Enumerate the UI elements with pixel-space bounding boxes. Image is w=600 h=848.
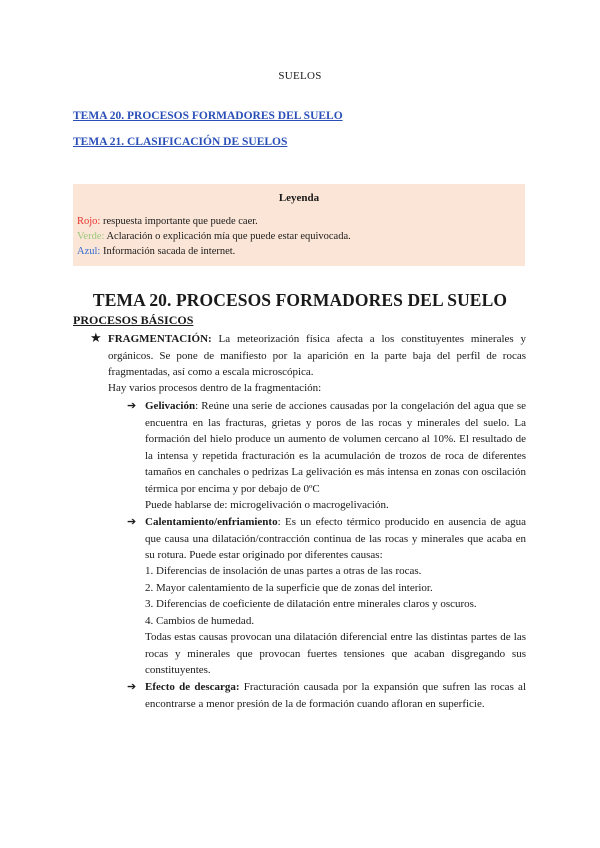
section-heading: TEMA 20. PROCESOS FORMADORES DEL SUELO: [92, 290, 508, 310]
list-item-gelivacion: [127, 398, 526, 497]
gelivacion-extra: Puede hablarse de: microgelivación o macrogelivación.: [145, 499, 389, 511]
legend-row-red: [77, 214, 521, 229]
descarga-label: Efecto de descarga:: [145, 681, 240, 693]
arrow-bullet-icon: ➔: [127, 681, 137, 693]
cause-item-2: 2. Mayor calentamiento de la superficie que de zonas del interior.: [145, 582, 433, 594]
list-item-calentamiento: [127, 514, 526, 564]
legend-row-blue: [77, 244, 521, 259]
gelivacion-text: : Reúne una serie de acciones causadas por la congelación del agua que se encuentra en las fracturas, grietas y poros de las rocas y minerales del suelo. La formación del hielo produce un aumento de volumen cercano al 10%. El resultado de la intensa y repetida fracturación es la acumulación de trozos de roca de diferentes tamaños en canchales o pedrizas La gelivación es más intensa en zonas con oscilación térmica por encima y por debajo de 0ºC: [145, 400, 526, 495]
legend-text-green: Aclaración o explicación mía que puede estar equivocada.: [104, 231, 351, 242]
list-item-fragmentacion: [90, 331, 526, 381]
cause-item-3: 3. Diferencias de coeficiente de dilatación entre minerales claros y oscuros.: [145, 598, 477, 610]
calentamiento-text: : Es un efecto térmico producido en ausencia de agua que causa una dilatación/contracción continua de las rocas y minerales que acaba en su rotura. Puede estar originado por diferentes causas:: [145, 516, 526, 561]
gelivacion-label: Gelivación: [145, 400, 196, 412]
arrow-bullet-icon: ➔: [127, 516, 137, 528]
legend-box: [73, 184, 525, 266]
legend-text-red: respuesta importante que puede caer.: [100, 216, 258, 227]
descarga-text: Fracturación causada por la expansión que sufren las rocas al encontrarse a menor presión de la de formación cuando afloran en superficie.: [145, 681, 526, 710]
legend-key-blue: Azul:: [77, 246, 101, 257]
calentamiento-conclusion: Todas estas causas provocan una dilatación diferencial entre las distintas partes de las rocas y minerales que provocan fuertes tensiones que acaban disgregando sus constituyentes.: [145, 631, 526, 676]
document-title: SUELOS: [278, 70, 322, 82]
legend-key-red: Rojo:: [77, 216, 101, 227]
fragmentacion-intro: Hay varios procesos dentro de la fragmentación:: [108, 382, 322, 394]
subsection-heading: PROCESOS BÁSICOS: [73, 313, 194, 327]
legend-title: Leyenda: [278, 192, 320, 204]
fragmentacion-label: FRAGMENTACIÓN:: [108, 333, 212, 345]
calentamiento-label: Calentamiento/enfriamiento: [145, 516, 278, 528]
legend-row-green: [77, 229, 521, 244]
cause-item-1: 1. Diferencias de insolación de unas partes a otras de las rocas.: [145, 565, 422, 577]
star-bullet-icon: ★: [90, 330, 102, 345]
toc-link-tema-21[interactable]: TEMA 21. CLASIFICACIÓN DE SUELOS: [73, 136, 288, 148]
toc-link-tema-20[interactable]: TEMA 20. PROCESOS FORMADORES DEL SUELO: [73, 110, 343, 122]
fragmentacion-text: La meteorización física afecta a los constituyentes minerales y orgánicos. Se pone de manifiesto por la aparición en la parte baja del perfil de rocas fragmentadas, así como a escala microscópica.: [108, 333, 526, 378]
list-item-descarga: [127, 679, 526, 712]
legend-key-green: Verde:: [77, 231, 105, 242]
arrow-bullet-icon: ➔: [127, 400, 137, 412]
cause-item-4: 4. Cambios de humedad.: [145, 615, 255, 627]
legend-text-blue: Información sacada de internet.: [100, 246, 236, 257]
